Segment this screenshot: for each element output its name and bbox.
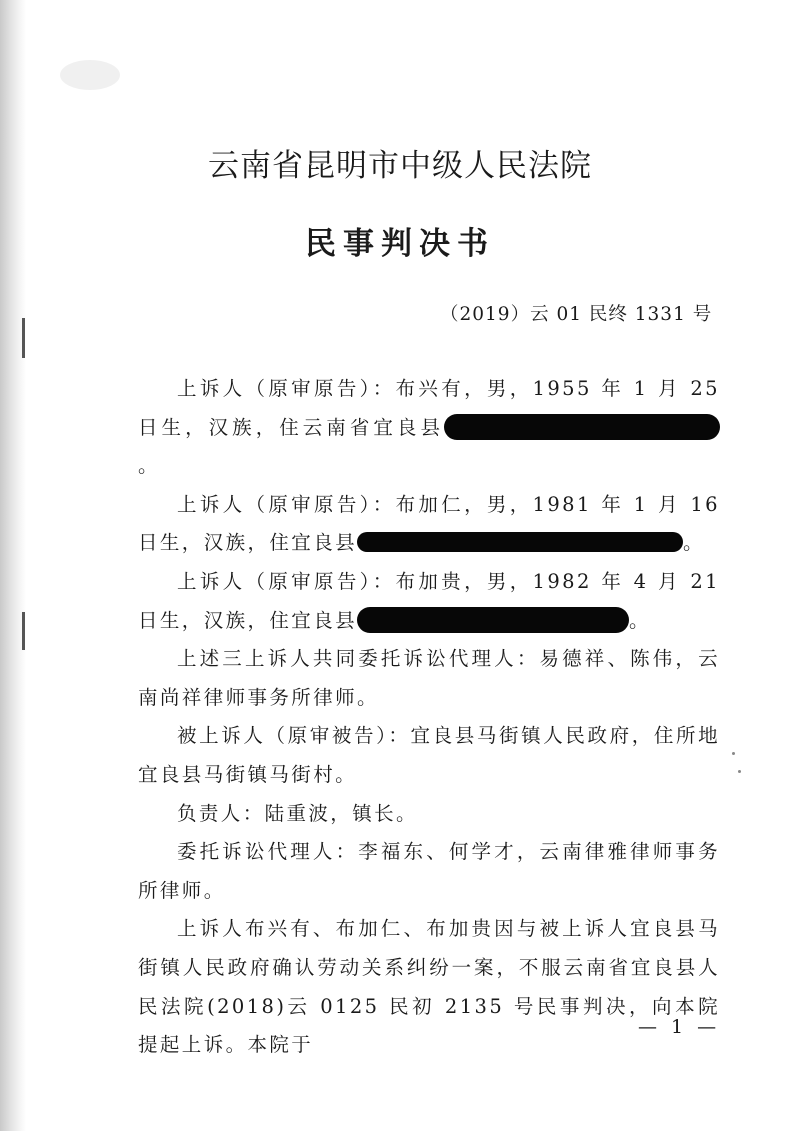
court-name: 云南省昆明市中级人民法院 [208, 148, 592, 184]
scan-edge-mark [22, 318, 25, 358]
page-number: — 1 — [638, 1016, 721, 1038]
appellee-paragraph: 被上诉人（原审被告）：宜良县马街镇人民政府，住所地宜良县马街镇马街村。 [138, 724, 720, 786]
appellee-agents: 委托诉讼代理人：李福东、何学才，云南律雅律师事务所律师。 [138, 840, 720, 902]
party-text-end: 。 [629, 608, 651, 632]
party-text-end: 。 [683, 531, 705, 555]
agents-paragraph: 上述三上诉人共同委托诉讼代理人：易德祥、陈伟，云南尚祥律师事务所律师。 [138, 647, 720, 709]
document-type: 民事判决书 [305, 226, 495, 262]
party-text: 上诉人（原审原告）：布加贵，男，1982 年 4 月 21 日生，汉族，住宜良县 [138, 569, 720, 632]
party-text-end: 。 [138, 454, 160, 478]
redacted-address [357, 532, 683, 552]
redacted-address [357, 607, 629, 633]
scan-speck [738, 770, 741, 773]
redacted-address [444, 414, 720, 440]
judgment-body [138, 370, 720, 1065]
party-appellant-1 [138, 370, 720, 486]
party-appellant-2 [138, 486, 720, 563]
party-appellant-3 [138, 563, 720, 640]
scan-smudge [60, 60, 120, 90]
scan-speck [732, 752, 735, 755]
scan-edge-mark [22, 612, 25, 650]
case-summary: 上诉人布兴有、布加仁、布加贵因与被上诉人宜良县马街镇人民政府确认劳动关系纠纷一案，不服云南省宜良县人民法院(2018)云 0125 民初 2135 号民事判决，向本院提起上诉。本院于 [138, 917, 720, 1057]
party-text: 上诉人（原审原告）：布兴有，男，1955 年 1 月 25 日生，汉族，住云南省宜良县 [138, 377, 720, 439]
case-number: （2019）云 01 民终 1331 号 [440, 304, 713, 325]
responsible-person: 负责人：陆重波，镇长。 [177, 801, 418, 825]
party-text: 上诉人（原审原告）：布加仁，男，1981 年 1 月 16 日生，汉族，住宜良县 [138, 492, 720, 555]
